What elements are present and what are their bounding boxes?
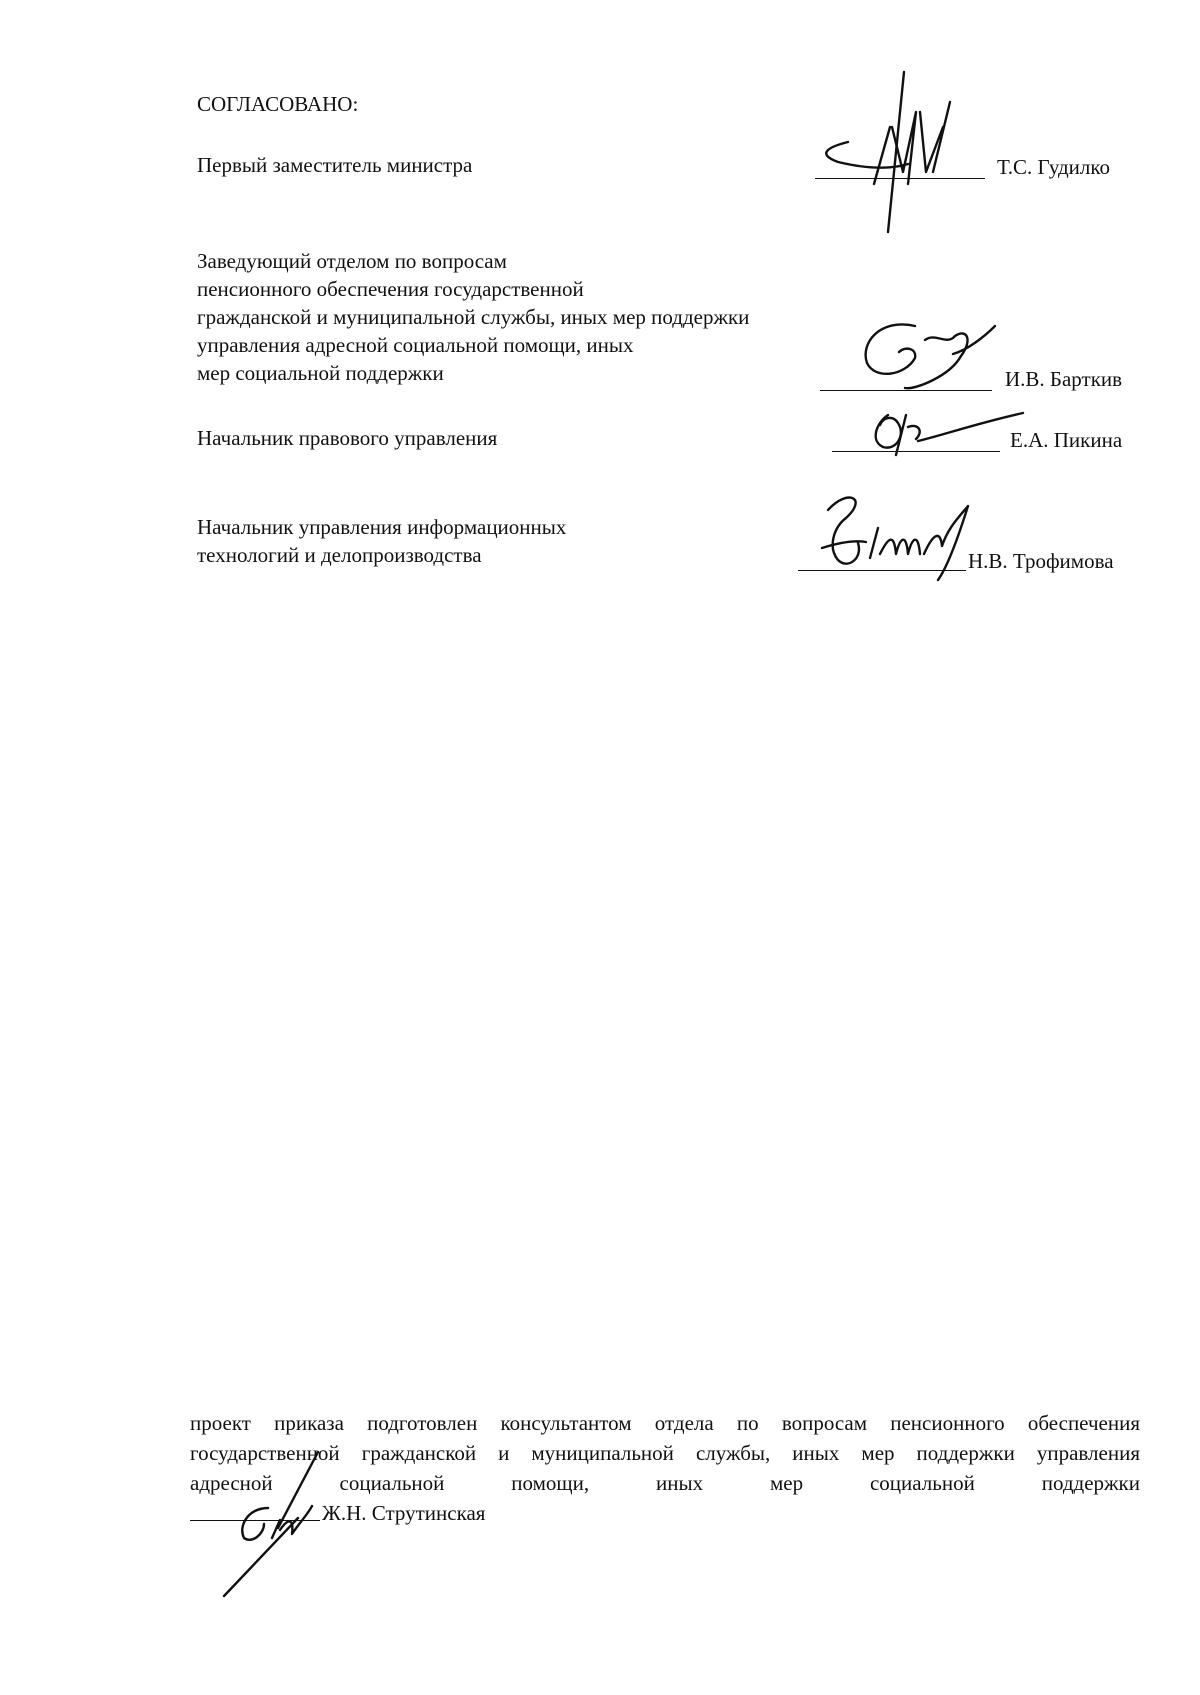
approver-1-name: Т.С. Гудилко <box>997 155 1111 179</box>
prepared-by-note <box>190 1408 1140 1528</box>
approver-2-position-line: гражданской и муниципальной службы, иных мер поддержки <box>197 305 750 329</box>
approver-1-signature <box>808 72 958 232</box>
approver-2-position <box>197 247 749 387</box>
approver-2-position-line: мер социальной поддержки <box>197 361 444 385</box>
approver-4-position <box>197 513 566 569</box>
approval-heading: СОГЛАСОВАНО: <box>197 92 359 116</box>
prepared-by-line: государственной гражданской и муниципальной службы, иных мер поддержки управления <box>190 1441 1140 1465</box>
approver-4-name: Н.В. Трофимова <box>968 549 1114 573</box>
approver-3-signature <box>858 405 1033 460</box>
approver-2-name: И.В. Барткив <box>1005 367 1123 391</box>
approver-3-name: Е.А. Пикина <box>1010 428 1123 452</box>
approver-2-signature <box>855 318 1005 398</box>
approver-4-position-line: Начальник управления информационных <box>197 515 567 539</box>
prepared-by-line: адресной социальной помощи, иных мер социальной поддержки <box>190 1471 1140 1495</box>
prepared-by-line: проект приказа подготовлен консультантом отдела по вопросам пенсионного обеспечения <box>190 1411 1140 1435</box>
author-signature <box>208 1448 328 1598</box>
approver-4-position-line: технологий и делопроизводства <box>197 543 482 567</box>
approver-1-position: Первый заместитель министра <box>197 153 473 177</box>
approver-3-position: Начальник правового управления <box>197 426 498 450</box>
approver-2-position-line: Заведующий отделом по вопросам <box>197 249 507 273</box>
author-name: Ж.Н. Струтинская <box>322 1501 486 1525</box>
approver-4-signature <box>808 488 973 583</box>
approver-2-position-line: пенсионного обеспечения государственной <box>197 277 584 301</box>
prepared-by-signature-row <box>190 1498 1140 1528</box>
approver-2-position-line: управления адресной социальной помощи, иных <box>197 333 634 357</box>
